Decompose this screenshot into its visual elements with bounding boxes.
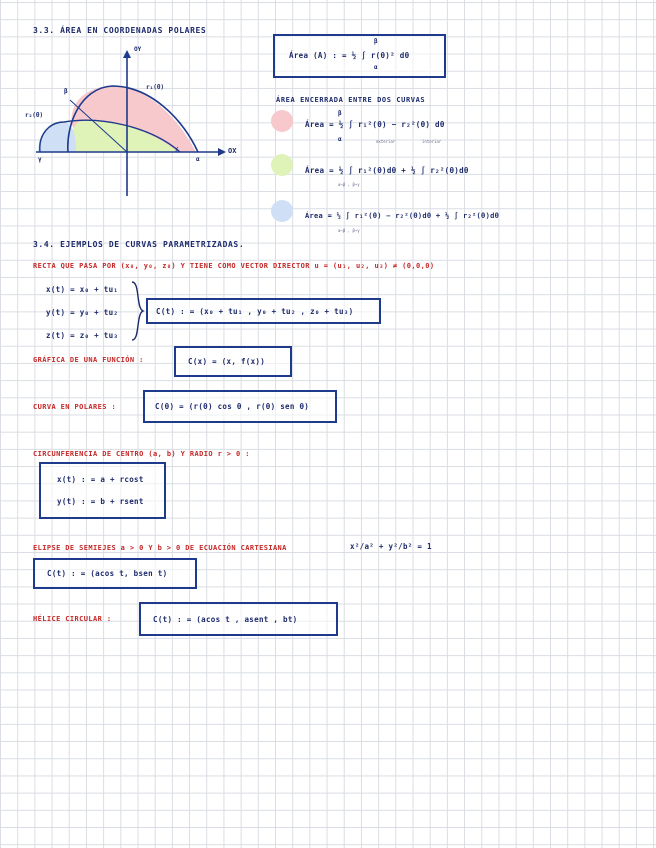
- recta-title: RECTA QUE PASA POR (x₀, y₀, z₀) Y TIENE COMO VECTOR DIRECTOR u = (u₁, u₂, u₃) ≠ (0,0,0): [33, 262, 435, 270]
- elipse-title: ELIPSE DE SEMIEJES a > 0 Y b > 0 DE ECUACIÓN CARTESIANA: [33, 544, 287, 552]
- grafica-title: GRÁFICA DE UNA FUNCIÓN :: [33, 356, 144, 364]
- area-formula-lower-limit: α: [374, 64, 378, 71]
- formula-green-region: Área = ½ ∫ r₁²(θ)dθ + ½ ∫ r₂²(θ)dθ: [305, 166, 469, 175]
- helice-param-box: [139, 602, 338, 636]
- red-region-swatch: [271, 110, 293, 132]
- formula-green-bounds: α→β , β→γ: [338, 182, 360, 187]
- between-curves-heading: ÁREA ENCERRADA ENTRE DOS CURVAS: [276, 96, 426, 104]
- circunferencia-x: x(t) : = a + rcost: [57, 475, 144, 484]
- recta-brace: [130, 280, 146, 344]
- alpha-label: α: [196, 156, 200, 163]
- elipse-equation: x²/a² + y²/b² = 1: [350, 542, 432, 551]
- section-3-4-heading: 3.4. EJEMPLOS DE CURVAS PARAMETRIZADAS.: [33, 240, 245, 249]
- polar-param-box: [143, 390, 337, 423]
- blue-region-swatch: [271, 200, 293, 222]
- recta-z: z(t) = z₀ + tu₃: [46, 331, 119, 340]
- area-formula: Área (A) : = ½ ∫ r(θ)² dθ: [289, 51, 410, 60]
- ox-arrow: [218, 148, 226, 156]
- elipse-param: C(t) : = (acos t, bsen t): [47, 569, 168, 578]
- formula-blue-bounds: α→β , β→γ: [338, 228, 360, 233]
- section-3-3-heading: 3.3. ÁREA EN COORDENADAS POLARES: [33, 26, 207, 35]
- grafica-param-box: [174, 346, 292, 377]
- circunferencia-title: CIRCUNFERENCIA DE CENTRO (a, b) Y RADIO r > 0 :: [33, 450, 250, 458]
- formula-blue-region: Área = ½ ∫ r₁²(θ) − r₂²(θ)dθ + ½ ∫ r₂²(θ)dθ: [305, 212, 500, 220]
- elipse-param-box: [33, 558, 197, 589]
- helice-param: C(t) : = (acos t , asent , bt): [153, 615, 298, 624]
- circunferencia-y: y(t) : = b + rsent: [57, 497, 144, 506]
- recta-param-box: [146, 298, 381, 324]
- green-region-swatch: [271, 154, 293, 176]
- recta-param: C(t) : = (x₀ + tu₁ , y₀ + tu₂ , z₀ + tu₃): [156, 307, 354, 316]
- r2-label: r₂(θ): [25, 112, 44, 119]
- formula-red-upper: β: [338, 110, 342, 117]
- r1-label: r₁(θ): [146, 84, 165, 91]
- oy-arrow: [123, 50, 131, 58]
- circunferencia-param-box: [39, 462, 166, 519]
- formula-red-lower: α: [338, 136, 342, 143]
- area-formula-upper-limit: β: [374, 38, 378, 45]
- polar-param: C(θ) = (r(θ) cos θ , r(θ) sen θ): [155, 402, 310, 411]
- beta-label: β: [64, 88, 68, 95]
- oy-label: OY: [134, 46, 142, 53]
- helice-title: HÉLICE CIRCULAR :: [33, 615, 112, 623]
- formula-red-region: Área = ½ ∫ r₁²(θ) − r₂²(θ) dθ: [305, 120, 445, 129]
- polar-title: CURVA EN POLARES :: [33, 403, 117, 411]
- grafica-param: C(x) = (x, f(x)): [188, 357, 266, 366]
- recta-y: y(t) = y₀ + tu₂: [46, 308, 119, 317]
- ox-label: OX: [228, 147, 237, 155]
- gamma-label: γ: [38, 156, 42, 163]
- recta-x: x(t) = x₀ + tu₁: [46, 285, 119, 294]
- note-exterior: exterior: [376, 139, 396, 144]
- note-interior: interior: [422, 139, 442, 144]
